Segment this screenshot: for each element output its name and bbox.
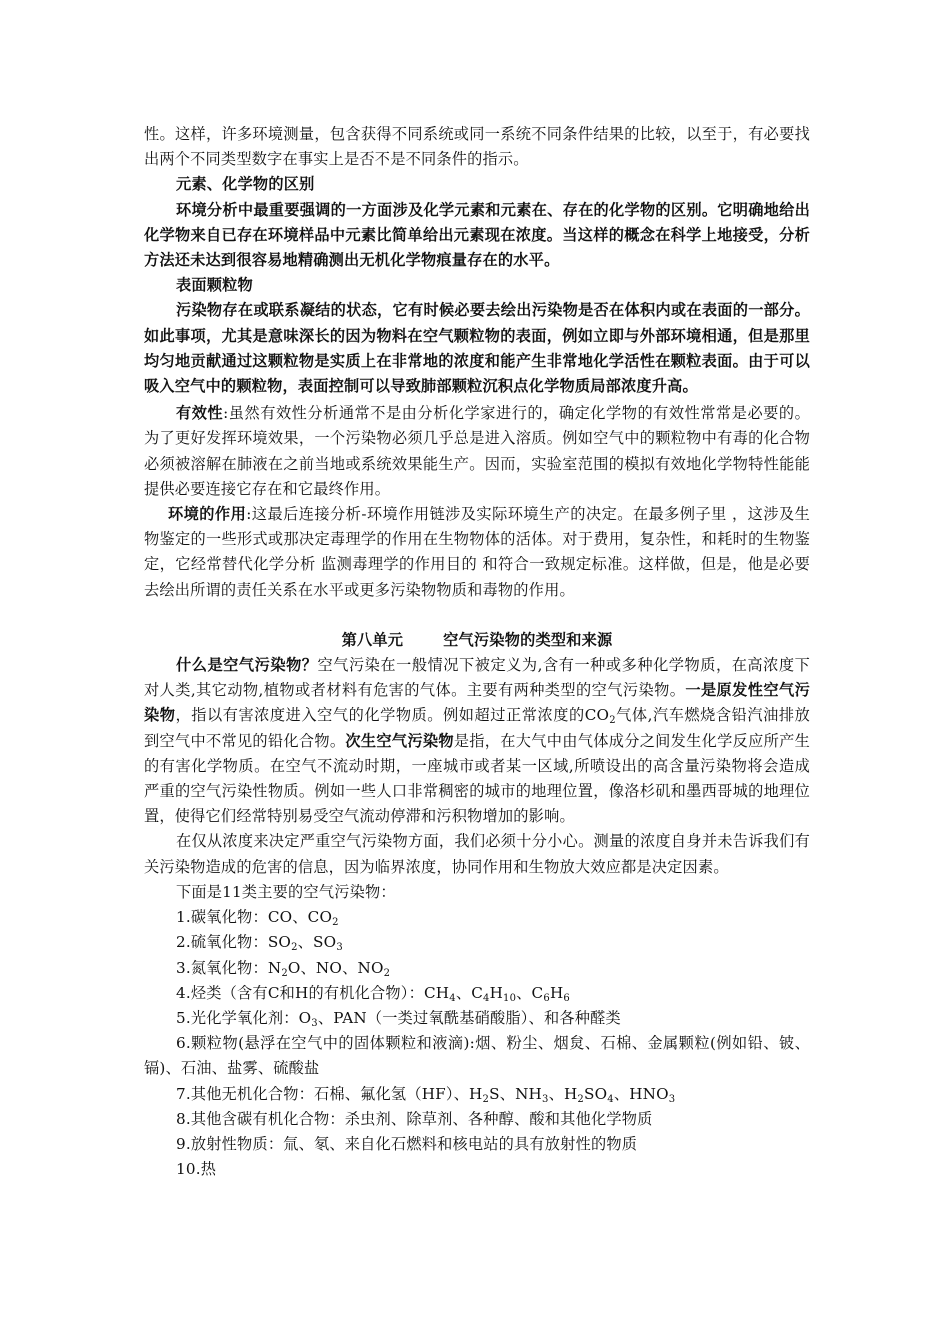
- paragraph-availability: [144, 401, 810, 502]
- list-item: 2.硫氧化物：$SO_2$、$SO_3$: [176, 933, 343, 954]
- list-item: 5.光化学氧化剂：$O_3$、PAN（一类过氧酰基硝酸脂）、和各种醛类: [176, 1008, 621, 1029]
- list-item: 4.烃类（含有C和H的有机化合物）：$CH_4$、$C_4H_{10}$、$C_6H_6$: [176, 983, 570, 1004]
- list-item: 3.氮氧化物：$N_2O$、NO、$NO_2$: [176, 958, 391, 979]
- paragraph-list-intro: 下面是11类主要的空气污染物：: [176, 882, 396, 901]
- definition-text-3: 气体,汽车燃烧含铅汽油排放到空气中不常见的铅化合物。: [144, 706, 811, 750]
- list-item: 7.其他无机化合物：石棉、氟化氢（HF）、$H_2S$、$NH_3$、$H_2SO_4$、$HNO_3$: [176, 1084, 676, 1105]
- list-item: 1.碳氧化物：CO、$CO_2$: [176, 908, 339, 929]
- section-heading-surface-particles: 表面颗粒物: [176, 276, 253, 295]
- list-item: 10.热: [176, 1160, 217, 1179]
- chapter-number: 第八单元: [341, 630, 404, 649]
- availability-text: :虽然有效性分析通常不是由分析化学家进行的，确定化学物的有效性常常是必要的。 为了更好发挥环境效果，一个污染物必须几乎总是进入溶质。例如空气中的颗粒物中有毒的化合物必须被溶解在肺液在之前当地或系统效果能生产。因而，实验室范围的模拟有效地化学物特性能能提供必要连接它存在和它最终作用。: [144, 404, 810, 498]
- paragraph-air-pollutant-definition: [144, 653, 810, 829]
- definition-text-2: ，指以有害浓度进入空气的化学物质。例如超过正常浓度的CO: [175, 706, 610, 725]
- paragraph-concentration-caution: 在仅从浓度来决定严重空气污染物方面，我们必须十分小心。测量的浓度自身并未告诉我们有关污染物造成的危害的信息，因为临界浓度，协同作用和生物放大效应都是决定因素。: [144, 832, 810, 876]
- chapter-title: [144, 628, 810, 653]
- subscript: 2: [609, 715, 616, 727]
- paragraph-intro: 性。这样，许多环境测量，包含获得不同系统或同一系统不同条件结果的比较，以至于，有必要找出两个不同类型数字在事实上是否不是不同条件的指示。: [144, 125, 810, 169]
- secondary-pollutant-term: 次生空气污染物: [345, 731, 454, 750]
- definition-text-4: 是指，在大气中由气体成分之间发生化学反应所产生的有害化学物质。在空气不流动时期，一座城市或者某一区域,所喷设出的高含量污染物将会造成严重的空气污染性物质。例如一些人口非常稠密的城市的地理位置，像洛杉矶和墨西哥城的地理位置，使得它们经常特别易受空气流动停滞和污积物增加的影响。: [144, 731, 810, 826]
- paragraph-environment-role: [144, 502, 810, 603]
- list-item: 6.颗粒物(悬浮在空气中的固体颗粒和液滴):烟、粉尘、烟炱、石棉、金属颗粒(例如铅、铍、镉)、石油、盐雾、硫酸盐: [144, 1034, 810, 1078]
- definition-text: 空气污染在一般情况下被定义为,含有一种或多种化学物质，在高浓度下对人类,其它动物,植物或者材料有危害的气体。主要有两种类型的空气污染物。: [144, 656, 810, 700]
- primary-pollutant-term: 一是原发性空气污染物: [144, 681, 811, 725]
- paragraph-element-compound: 环境分析中最重要强调的一方面涉及化学元素和元素在、存在的化学物的区别。它明确地给出化学物来自已存在环境样品中元素比简单给出元素现在浓度。当这样的概念在科学上地接受，分析方法还未达到很容易地精确测出无机化学物痕量存在的水平。: [144, 200, 810, 270]
- environment-role-label: 环境的作用: [168, 505, 247, 524]
- definition-question: 什么是空气污染物？: [176, 656, 318, 675]
- list-item: 9.放射性物质：氚、氡、来自化石燃料和核电站的具有放射性的物质: [176, 1134, 638, 1153]
- paragraph-surface-particles: 污染物存在或联系凝结的状态，它有时候必要去绘出污染物是否在体积内或在表面的一部分。如此事项，尤其是意味深长的因为物料在空气颗粒物的表面，例如立即与外部环境相通，但是那里均匀地贡献通过这颗粒物是实质上在非常地的浓度和能产生非常地化学活性在颗粒表面。由于可以吸入空气中的颗粒物，表面控制可以导致肺部颗粒沉积点化学物质局部浓度升高。: [144, 301, 810, 396]
- environment-role-text: :这最后连接分析-环境作用链涉及实际环境生产的决定。在最多例子里 ，这涉及生物鉴定的一些形式或那决定毒理学的作用在生物物体的活体。对于费用，复杂性，和耗时的生物鉴定，它经常替代化学分析 监测毒理学的作用目的 和符合一致规定标准。这样做，但是，他是必要去绘出所谓的责任关系在水平或更多污染物物质和毒物的作用。: [144, 505, 810, 599]
- list-item: 8.其他含碳有机化合物：杀虫剂、除草剂、各种醇、酸和其他化学物质: [176, 1109, 653, 1128]
- availability-label: 有效性: [176, 404, 224, 423]
- document-body: [144, 122, 810, 1182]
- chapter-name: 空气污染物的类型和来源: [443, 630, 613, 649]
- section-heading-element-compound: 元素、化学物的区别: [176, 175, 315, 194]
